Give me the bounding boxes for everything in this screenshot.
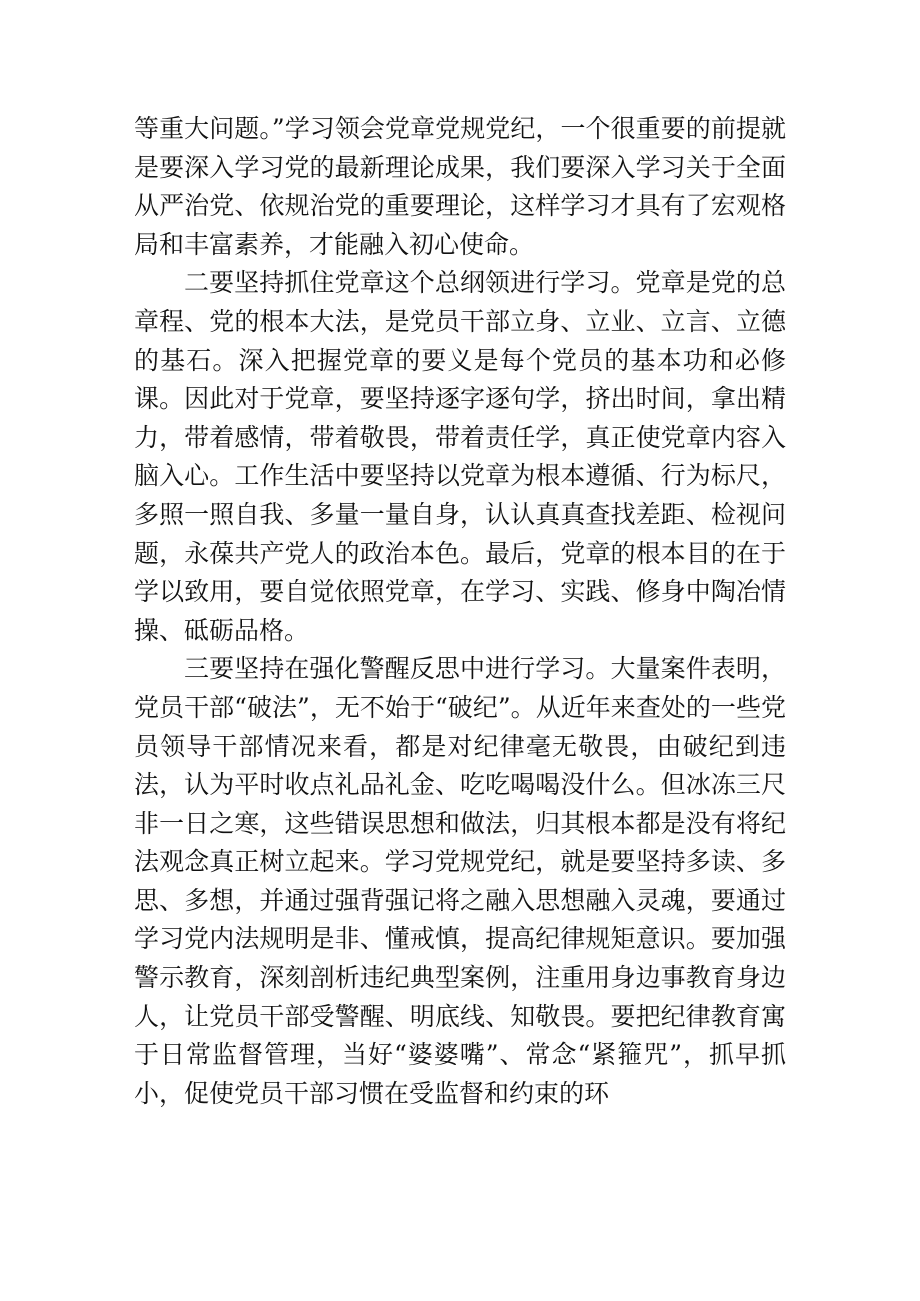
paragraph-continuation: 等重大问题。”学习领会党章党规党纪，一个很重要的前提就是要深入学习党的最新理论成果，我们要深入学习关于全面从严治党、依规治党的重要理论，这样学习才具有了宏观格局和丰富素养，才能融入初心使命。 <box>134 114 786 259</box>
paragraph-party-constitution: 二要坚持抓住党章这个总纲领进行学习。党章是党的总章程、党的根本大法，是党员干部立身、立业、立言、立德的基石。深入把握党章的要义是每个党员的基本功和必修课。因此对于党章，要坚持逐字逐句学，挤出时间，拿出精力，带着感情，带着敬畏，带着责任学，真正使党章内容入脑入心。工作生活中要坚持以党章为根本遵循、行为标尺，多照一照自我、多量一量自身，认认真真查找差距、检视问题，永葆共产党人的政治本色。最后，党章的根本目的在于学以致用，要自觉依照党章，在学习、实践、修身中陶冶情操、砥砺品格。 <box>134 268 786 645</box>
document-body <box>134 110 786 1113</box>
paragraph-warning-reflection: 三要坚持在强化警醒反思中进行学习。大量案件表明，党员干部“破法”，无不始于“破纪”。从近年来查处的一些党员领导干部情况来看，都是对纪律毫无敬畏，由破纪到违法，认为平时收点礼品礼金、吃吃喝喝没什么。但冰冻三尺非一日之寒，这些错误思想和做法，归其根本都是没有将纪法观念真正树立起来。学习党规党纪，就是要坚持多读、多思、多想，并通过强背强记将之融入思想融入灵魂，要通过学习党内法规明是非、懂戒慎，提高纪律规矩意识。要加强警示教育，深刻剖析违纪典型案例，注重用身边事教育身边人，让党员干部受警醒、明底线、知敬畏。要把纪律教育寓于日常监督管理，当好“婆婆嘴”、常念“紧箍咒”，抓早抓小，促使党员干部习惯在受监督和约束的环 <box>134 654 786 1108</box>
